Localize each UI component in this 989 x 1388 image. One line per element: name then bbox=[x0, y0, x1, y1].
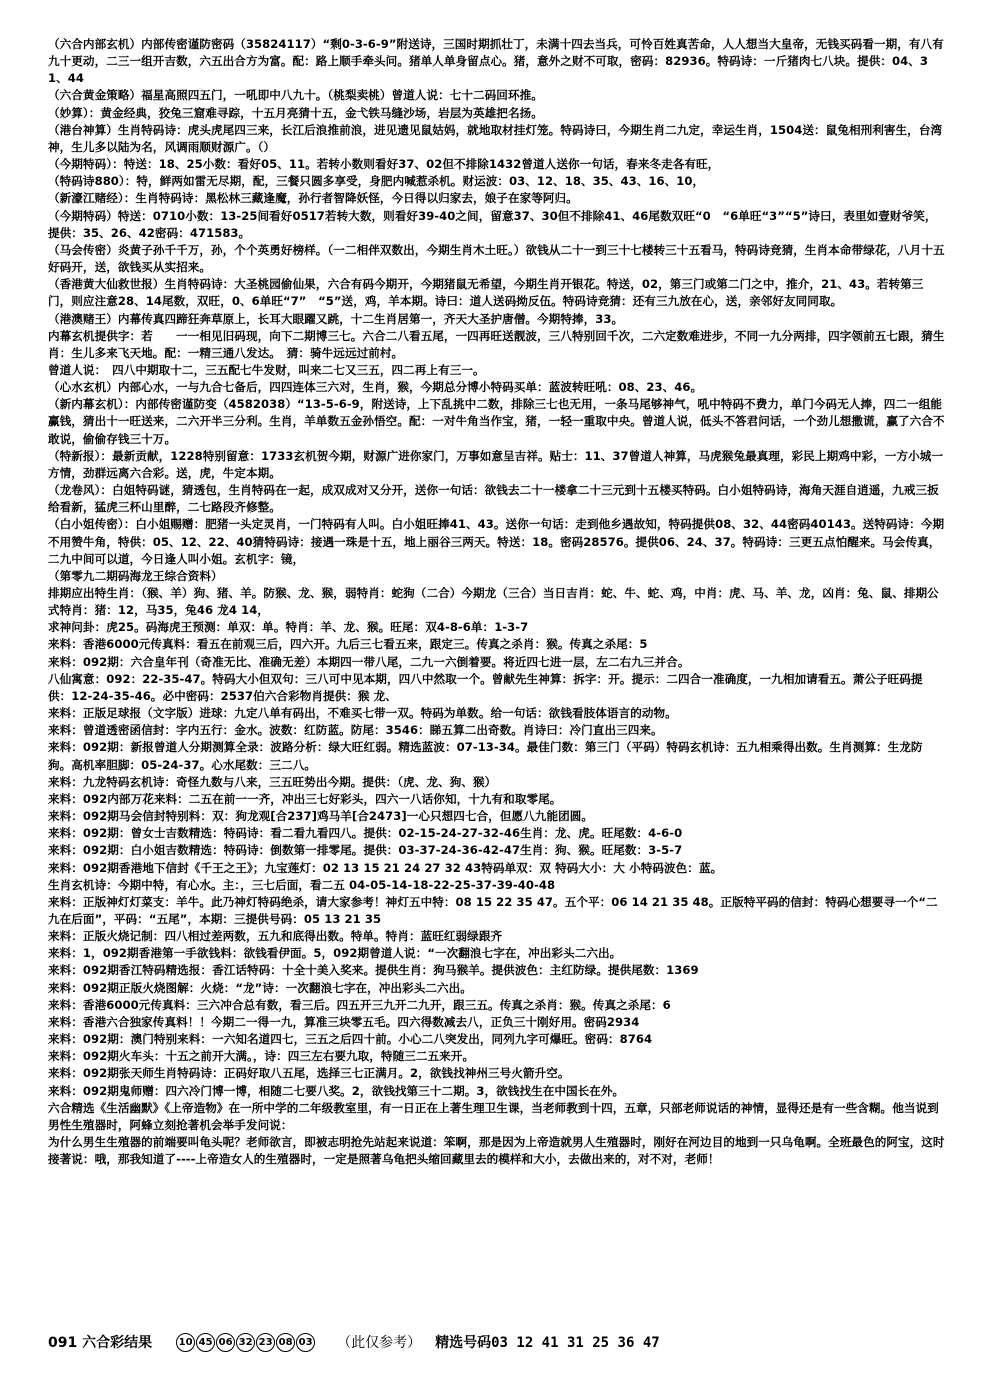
text-paragraph: 来料：香港6000元传真料：三六冲合总有数，看三后。四五开三九开二九开，跟三五。传真之杀肖：猴。传真之杀尾：6 bbox=[48, 997, 671, 1012]
result-ball: 32 bbox=[236, 1333, 255, 1352]
text-paragraph: 内幕玄机提供字：若 一一相见旧码现，向下二期博三七。六合二八看五尾，一四再旺送靓波，三八特别回千次，二六定数难进步，不同一九分两排，四字领前五七跟，猜生肖：生儿多来飞天地。配：一精三通八发达。 猜：骑牛远远过前村。 bbox=[48, 328, 945, 360]
text-paragraph: （第零九二期码海龙王综合资料） bbox=[48, 568, 223, 583]
text-paragraph: 来料：香港6000元传真料：看五在前观三后，四六开。九后三七看五来，跟定三。传真之杀肖：猴。传真之杀尾：5 bbox=[48, 637, 648, 652]
text-paragraph: （白小姐传密）：白小姐赐赠：肥猪一头定灵肖，一门特码有人叫。白小姐旺捧41、43。送你一句话：走到他乡遇故知，特码提供08、32、44密码40143。送特码诗：今期不用赞牛角，特供：05、12、22、40猜特码诗：接遇一珠是十五，地上丽谷三两天。特送：18。密码28576。提供06、24、37。特码诗：三更五点怕醒来。马会传真，二九中间可以道，今日逢人叫小姐。玄机字：镜， bbox=[48, 517, 945, 566]
text-paragraph: 来料：香港六合独家传真料！！今期二一得一九，算准三块零五毛。四六得数减去八，正负三十刚好用。密码2934 bbox=[48, 1014, 640, 1029]
selected-numbers: 精选号码03 12 41 31 25 36 47 bbox=[435, 1335, 660, 1351]
text-paragraph: 来料：092期：新报曾道人分期测算全录：波路分析：绿大旺红弱。精选蓝波：07-13-34。最佳门数：第三门（平码）特码玄机诗：五九相乘得出数。生肖测算：生龙防狗。高机率胆脚：05-24-37。心水尾数：三二八。 bbox=[48, 740, 923, 772]
text-paragraph: （六合内部玄机）内部传密谨防密码（35824117）“剩0-3-6-9”附送诗，三国时期抓壮丁，未满十四去当兵，可怜百姓真苦命，人人想当大皇帝，无钱买码看一期，有八有九十更动，二三一组开吉数，六五出合方为富。配：路上顺手牵头问。猪单人单身留点心。猪，意外之财不可取，密码：82936。特码诗：一斤猪肉七八块。提供：04、31、44 bbox=[48, 37, 944, 86]
result-ball: 03 bbox=[296, 1333, 315, 1352]
text-paragraph: 来料：曾道透密函信封：字内五行：金水。波数：红防蓝。防尾：3546：睇五算二出奇数。肖诗曰：冷门直出三四来。 bbox=[48, 723, 663, 738]
text-paragraph: 来料：092内部万花来料：二五在前一一齐，冲出三七好彩头，四六一八话你知，十九有和取零尾。 bbox=[48, 791, 562, 806]
text-paragraph: （新濠江赌经）：生肖特码诗：黑松林三藏逢魔，孙行者智降妖怪，今日得以归家去，娘子在家等阿归。 bbox=[48, 191, 578, 206]
text-paragraph: （马会传密）炎黄子孙千千万，孙，个个英勇好榜样。（一二相伴双数出，今期生肖木土旺。）欲钱从二十一到三十七楼转三十五看马，特码诗竞猜，生肖本命带绿花，八月十五好码开，送，欲钱买从实招来。 bbox=[48, 242, 945, 275]
text-paragraph: （今期特码）特送：0710小数：13-25间看好0517若转大数，则看好39-40之间，留意37、30但不排除41、46尾数双旺“0 “6单旺“3”“5”诗曰，表里如壹财爷笑，提供：35、26、42密码：471583。 bbox=[48, 208, 937, 240]
text-paragraph: 来料：092期张天师生肖特码诗：正码好取八五尾，选择三七正满月。2，欲钱找神州三号火箭升空。 bbox=[48, 1066, 570, 1081]
text-paragraph: 六合精选《生活幽默》《上帝造物》在一所中学的二年级教室里，有一日正在上著生理卫生课，当老师教到十四，五章，只部老师说话的神情，显得还是有一些含糊。他当说到男性生殖器时，阿蜂立刻抢著机会举手发问说： bbox=[48, 1100, 939, 1132]
text-paragraph: 八仙寓意：092：22-35-47。特码大小但双句：三八可中见本期，四八中然取一个。曾献先生神算：拆字：开。提示：二四合一准确度，一九相加请看五。萧公子旺码提供：12-24-35-46。必中密码：2537伯六合彩物肖提供：猴 龙、 bbox=[48, 671, 923, 703]
text-paragraph: 来料：九龙特码玄机诗：奇怪九数与八来，三五旺势出今期。提供：（虎、龙、狗、猴） bbox=[48, 774, 497, 789]
text-paragraph: 来料：092期马会信封特别料：双：狗龙观[合237]鸡马羊[合2473]一心只想四七合，但愿八九能团圆。 bbox=[48, 809, 594, 824]
text-paragraph: （特码诗880）：特，鲜两如雷无尽期，配，三餐只圆多享受，身肥内喊惹杀机。财运波：03、12、18、35、43、16、10， bbox=[48, 174, 705, 189]
text-paragraph: （香港黄大仙救世报）生肖特码诗：大圣桃园偷仙果，六合有码今期开，今期猪鼠无希望，今期生肖开银花。特送，02，第三门或第二门之中，推介，21、43。若转第三门，则应注意28、14尾数，双旺，0、6单旺“7” “5”送，鸡，羊本期。诗曰：道人送码拗反伍。特码诗竞猜：还有三九放在心，送，亲邻好友同同取。 bbox=[48, 277, 924, 309]
result-balls bbox=[176, 1333, 315, 1352]
text-paragraph: 曾道人说： 四八中期取十二，三五配七牛发财，叫来二七又三五，四二再上有三一。 bbox=[48, 362, 485, 377]
text-paragraph: 来料：092期：六合皇年刊（奇准无比、准确无差）本期四一带八尾，二九一六倒着要。将近四七进一层，左二右九三并合。 bbox=[48, 654, 690, 669]
result-ball: 10 bbox=[176, 1333, 195, 1352]
result-ball: 06 bbox=[216, 1333, 235, 1352]
text-paragraph: （心水玄机）内部心水，一与九合七备后，四四连体三六对，生肖，猴，今期总分博小特码买单：蓝波转旺吼：08、23、46。 bbox=[48, 380, 703, 395]
document-body bbox=[48, 36, 945, 1168]
text-paragraph: 排期应出特生肖：（猴、羊）狗、猪、羊。防猴、龙、猴，弱特肖：蛇狗（二合）今期龙（三合）当日吉肖：蛇、牛、蛇、鸡，中肖：虎、马、羊、龙，凶肖：兔、鼠、排期公式特肖：猪：12，马35，兔46 龙4 14， bbox=[48, 586, 939, 618]
text-paragraph: 求神问卦：虎25。码海虎王预测：单双：单。特肖：羊、龙、猴。旺尾：双4-8-6单：1-3-7 bbox=[48, 620, 529, 635]
text-paragraph: 来料：正版足球报（文字版）进球：九定八单有码出，不难买七带一双。特码为单数。给一句话：欲钱看肢体语言的动物。 bbox=[48, 706, 677, 721]
text-paragraph: 来料：092期香港地下信封《千王之王》；九宝莲灯：02 13 15 21 24 27 32 43特码单双：双 特码大小：大 小特码波色：蓝。 bbox=[48, 860, 723, 875]
text-paragraph: 来料：092期：曾女士吉数精选：特码诗：看二看九看四八。提供：02-15-24-27-32-46生肖：龙、虎。旺尾数：4-6-0 bbox=[48, 826, 683, 841]
results-label: 091 六合彩结果 bbox=[48, 1335, 153, 1351]
text-paragraph: 生肖玄机诗：今期中特，有心水。主：，三七后面，看二五 04-05-14-18-22-25-37-39-40-48 bbox=[48, 877, 556, 892]
text-paragraph: 来料：正版神灯灯菜支：羊牛。此乃神灯特码绝杀，请大家参考！神灯五中特：08 15 22 35 47。五个平：06 14 21 35 48。正版特平码的信封：特码心想要寻一个“二九在后面”，平码：“五尾”，本期：三提供号码：05 13 21 35 bbox=[48, 894, 938, 926]
text-paragraph: 来料：092期火车头：十五之前开大满。，诗：四三左右要九取，特随三二五来开。 bbox=[48, 1049, 475, 1064]
text-paragraph: （港台神算）生肖特码诗：虎头虎尾四三来，长江后浪推前浪，进见遗见鼠姑妈，就地取材挂灯笼。特码诗曰，今期生肖二九定，幸运生肖，1504送：鼠兔相刑利害生，台湾神，生儿多以陆为名，风调雨顺财源广。（） bbox=[48, 122, 943, 154]
text-paragraph: （港澳赌王）内幕传真四蹄狂奔草原上，长耳大眼躍又跳，十二生肖居第一，齐天大圣护唐僧。今期特捧，33。 bbox=[48, 311, 624, 326]
text-paragraph: 来料：092期香江特码精选报：香江话特码：十全十美入奖来。提供生肖：狗马猴羊。提供波色：主红防绿。提供尾数：1369 bbox=[48, 963, 699, 978]
results-footer bbox=[48, 1332, 660, 1352]
result-ball: 23 bbox=[256, 1333, 275, 1352]
text-paragraph: 来料：092期：澳门特别来料：一六知名道四七，三五之后四十前。小心二八突发出，同列九字可爆旺。密码：8764 bbox=[48, 1032, 653, 1047]
text-paragraph: （今期特码）：特送：18、25小数：看好05、11。若转小数则看好37、02但不排除1432曾道人送你一句话，春来冬走各有旺， bbox=[48, 157, 720, 172]
text-paragraph: 来料：092期鬼师赠：四六冷门博一博，相随二七要八奖。2，欲钱找第三十二期。3，欲钱找生在中国长在外。 bbox=[48, 1083, 625, 1098]
text-paragraph: 来料：正版火烧记制：四八相过差两数，五九和底得出数。特单。特肖：蓝旺红弱绿跟齐 bbox=[48, 929, 503, 944]
reference-note: （此仅参考） bbox=[337, 1335, 422, 1351]
text-paragraph: （龙卷风）：白姐特码谜，猜透包，生肖特码在一起，成双成对又分开，送你一句话：欲钱去二十一楼拿二十三元到十五楼买特码。白小姐特码诗，海角天涯自逍遥，九戒三扳给看新，猛虎三杯山里醉，二七路段齐修整。 bbox=[48, 483, 939, 515]
text-paragraph: 来料：1，092期香港第一手欲钱料：欲钱看伊面。5，092期曾道人说：“一次翻浪七字在，冲出彩头二六出。 bbox=[48, 946, 622, 961]
result-ball: 45 bbox=[196, 1333, 215, 1352]
result-ball: 08 bbox=[276, 1333, 295, 1352]
text-paragraph: 来料：092期：白小姐吉数精选：特码诗：倒数第一排零尾。提供：03-37-24-36-42-47生肖：狗、猴。旺尾数：3-5-7 bbox=[48, 843, 683, 858]
text-paragraph: 为什么男生生殖器的前端要叫龟头呢？老师欲言，即被志明抢先站起来说道：笨啊，那是因为上帝造就男人生殖器时，刚好在河边目的地到一只乌龟啊。全班最色的阿宝，这时接著说：哦，那我知道了----上帝造女人的生殖器时，一定是照著乌龟把头缩回藏里去的模样和大小，去做出来的，对不对，老师！ bbox=[48, 1135, 945, 1167]
text-paragraph: （六合黄金策略）福星高照四五门，一吼即中八九十。（桃梨卖桃）曾道人说：七十二码回环推。 bbox=[48, 88, 543, 103]
text-paragraph: （新内幕玄机）：内部传密谨防变（4582038）“13-5-6-9，附送诗，上下乱挑中二数，排除三七也无用，一条马尾够神气，吼中特码不费力，单门今码无人捧，四二一组能赢钱，猜出十一旺送来，二六开半三分利。生肖，羊单数五金孙悟空。配：一对牛角当作宝，猪，一轻一重取中央。曾道人说，低头不答君问话，一个劲儿想撒谎，赢了六合不敢说，偷偷存钱三十万。 bbox=[48, 397, 945, 446]
text-paragraph: （妙算）：黄金经典，狡兔三窟难寻踪，十五月亮猜十五，金弋铁马缝沙场，岩层为英雄把名扬。 bbox=[48, 105, 543, 120]
text-paragraph: 来料：092期正版火烧图解：火烧：“龙”诗：一次翻浪七字在，冲出彩头二六出。 bbox=[48, 980, 472, 995]
text-paragraph: （特新报）：最新贡献，1228特别留意：1733玄机贺今期，财源广进你家门，万事如意呈吉祥。贴士：11、37曾道人神算，马虎猴兔最真理，彩民上期鸡中彩，一方小城一方情，劲群远离六合彩。送，虎，牛定本期。 bbox=[48, 448, 944, 480]
